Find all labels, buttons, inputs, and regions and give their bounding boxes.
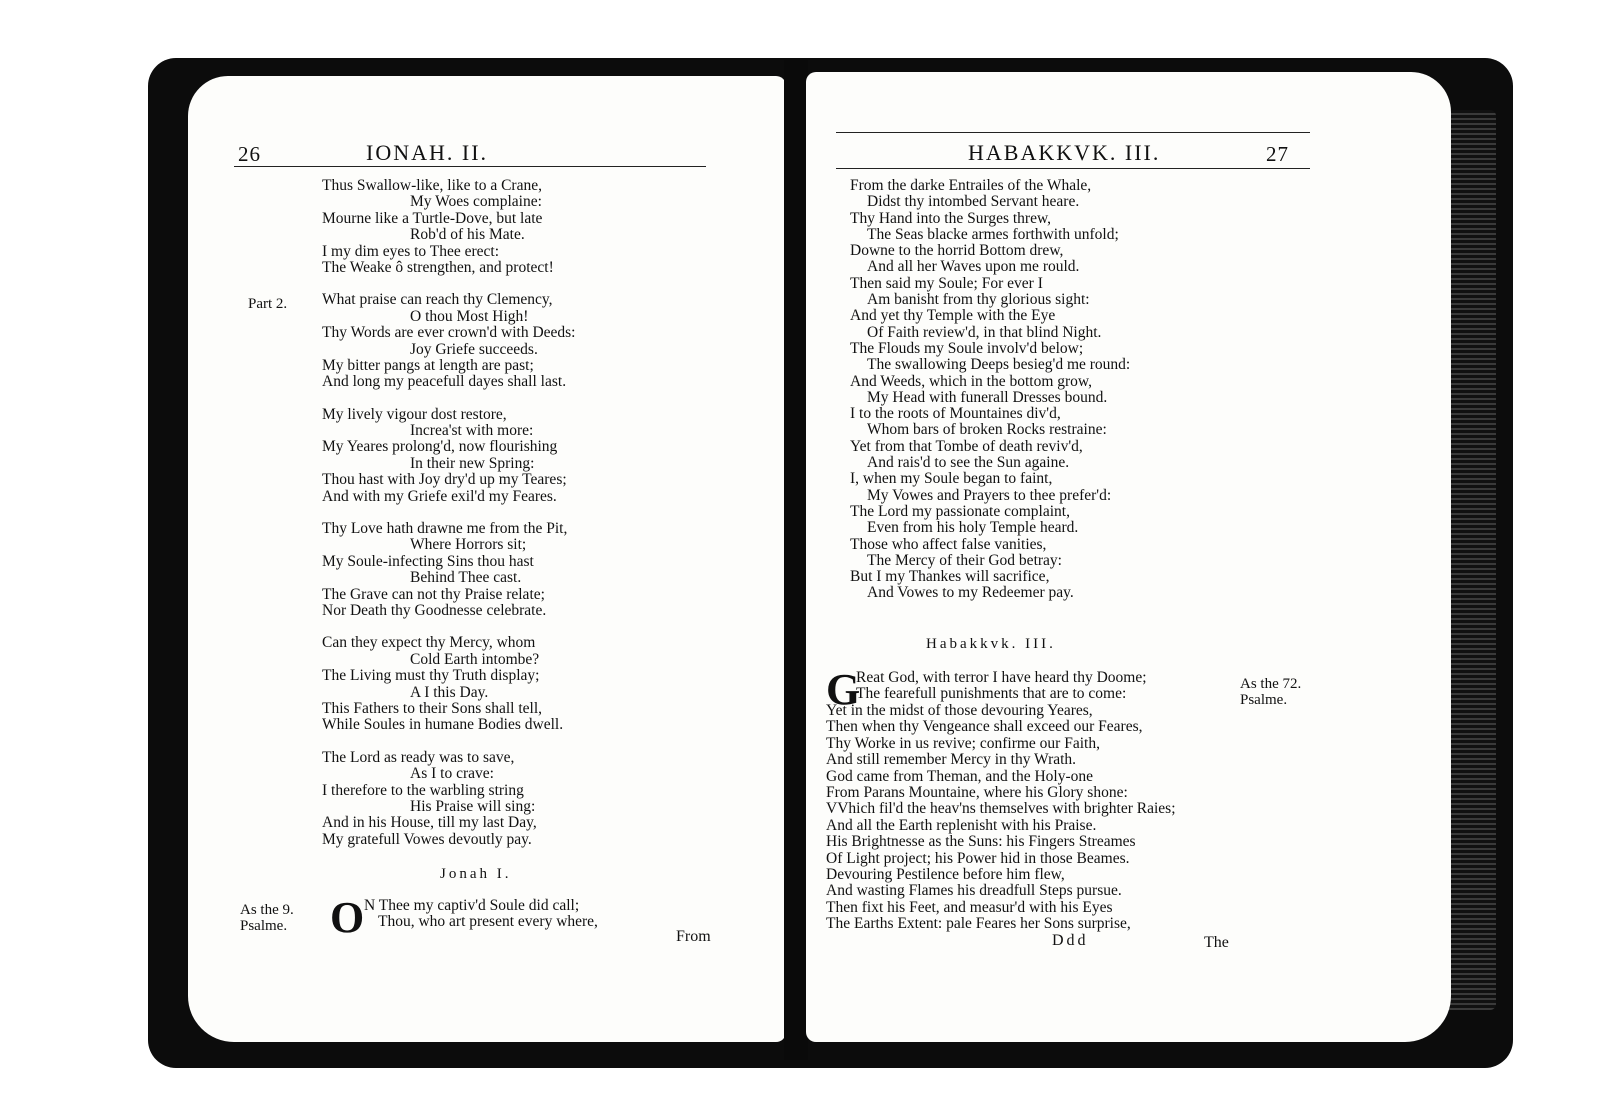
right-verse-block bbox=[850, 178, 1130, 602]
stanza-6 bbox=[322, 750, 576, 848]
verse-line: Devouring Pestilence before him flew, bbox=[826, 865, 1065, 883]
verse-line: And Weeds, which in the bottom grow, bbox=[850, 372, 1092, 390]
right-verse2-lines bbox=[826, 703, 1176, 932]
verse-line: O thou Most High! bbox=[410, 307, 529, 325]
verse-line: My Head with funerall Dresses bound. bbox=[867, 388, 1108, 406]
stanza-1 bbox=[322, 178, 576, 276]
verse-line: Thou hast with Joy dry'd up my Teares; bbox=[322, 471, 567, 489]
book-gutter bbox=[784, 60, 808, 1060]
verse-line: VVhich fil'd the heav'ns themselves with brighter Raies; bbox=[826, 800, 1176, 818]
verse-line: And long my peacefull dayes shall last. bbox=[322, 373, 567, 391]
verse-line: Thy Words are ever crown'd with Deeds: bbox=[322, 324, 576, 342]
verse-line: Didst thy intombed Servant heare. bbox=[867, 193, 1080, 211]
verse-line: My gratefull Vowes devoutly pay. bbox=[322, 830, 532, 848]
verse-line: Then fixt his Feet, and measur'd with his Eyes bbox=[826, 898, 1113, 916]
verse-line: And all the Earth replenisht with his Praise. bbox=[826, 816, 1097, 834]
verse-line: The Grave can not thy Praise relate; bbox=[322, 585, 545, 603]
verse-line: A I this Day. bbox=[410, 683, 489, 701]
verse-line: And with my Griefe exil'd my Feares. bbox=[322, 487, 557, 505]
verse-line: From Parans Mountaine, where his Glory shone: bbox=[826, 783, 1128, 801]
verse-line: The Weake ô strengthen, and protect! bbox=[322, 258, 554, 276]
signature-mark: Ddd bbox=[1052, 932, 1089, 949]
verse-line: While Soules in humane Bodies dwell. bbox=[322, 716, 564, 734]
verse-line: Behind Thee cast. bbox=[410, 569, 522, 587]
left-opening-line-2: Thou, who art present every where, bbox=[378, 913, 598, 931]
verse-line: God came from Theman, and the Holy-one bbox=[826, 767, 1094, 785]
right-header-rule-top bbox=[836, 132, 1310, 133]
verse-line: Thus Swallow-like, like to a Crane, bbox=[322, 177, 542, 194]
verse-line: And wasting Flames his dreadfull Steps pursue. bbox=[826, 882, 1122, 900]
verse-line: The swallowing Deeps besieg'd me round: bbox=[867, 356, 1131, 374]
left-tune-note-line1: As the 9. bbox=[240, 902, 294, 918]
left-section-heading: Jonah I. bbox=[440, 866, 512, 882]
verse-line: Even from his holy Temple heard. bbox=[867, 519, 1079, 537]
left-dropcap: O bbox=[330, 893, 365, 942]
right-tune-note-line1: As the 72. bbox=[1240, 676, 1302, 692]
left-header-rule bbox=[234, 166, 706, 167]
right-verse-block-2 bbox=[826, 703, 1176, 932]
verse-line: This Fathers to their Sons shall tell, bbox=[322, 699, 542, 717]
verse-line: Rob'd of his Mate. bbox=[410, 226, 525, 244]
verse-line: Whom bars of broken Rocks restraine: bbox=[867, 421, 1107, 439]
left-tune-note-line2: Psalme. bbox=[240, 918, 288, 934]
verse-line: Thy Love hath drawne me from the Pit, bbox=[322, 520, 568, 538]
right-page-number: 27 bbox=[1266, 142, 1289, 166]
verse-line: As I to crave: bbox=[410, 765, 494, 783]
verse-line: In their new Spring: bbox=[410, 454, 535, 472]
verse-line: And rais'd to see the Sun againe. bbox=[867, 454, 1070, 472]
stanza-4 bbox=[322, 521, 576, 619]
verse-line: Where Horrors sit; bbox=[410, 536, 527, 554]
stanza-5 bbox=[322, 635, 576, 733]
verse-line: What praise can reach thy Clemency, bbox=[322, 291, 553, 309]
verse-line: I to the roots of Mountaines div'd, bbox=[850, 405, 1061, 423]
verse-line: My Soule-infecting Sins thou hast bbox=[322, 552, 534, 570]
right-header-rule bbox=[836, 168, 1310, 169]
verse-line: Am banisht from thy glorious sight: bbox=[867, 291, 1090, 309]
verse-line: Increa'st with more: bbox=[410, 422, 534, 440]
verse-line: Of Faith review'd, in that blind Night. bbox=[867, 323, 1102, 341]
part-label: Part 2. bbox=[248, 296, 288, 312]
verse-line: And Vowes to my Redeemer pay. bbox=[867, 584, 1074, 602]
verse-line: The Lord my passionate complaint, bbox=[850, 502, 1070, 520]
right-dropcap: G bbox=[826, 665, 861, 714]
verse-line: The Lord as ready was to save, bbox=[322, 748, 515, 766]
verse-line: I my dim eyes to Thee erect: bbox=[322, 242, 500, 260]
right-catchword: The bbox=[1204, 934, 1229, 951]
verse-line: Yet in the midst of those devouring Yeares, bbox=[826, 702, 1093, 719]
verse-line: Nor Death thy Goodnesse celebrate. bbox=[322, 601, 547, 619]
right-running-title: HABAKKVK. III. bbox=[968, 140, 1161, 165]
verse-line: My bitter pangs at length are past; bbox=[322, 356, 534, 374]
verse-line: The Seas blacke armes forthwith unfold; bbox=[867, 225, 1119, 243]
right-verse-lines bbox=[850, 178, 1130, 602]
verse-line: My Woes complaine: bbox=[410, 193, 542, 211]
verse-line: And still remember Mercy in thy Wrath. bbox=[826, 751, 1077, 769]
verse-line: And in his House, till my last Day, bbox=[322, 814, 537, 832]
verse-line: His Praise will sing: bbox=[410, 797, 536, 815]
right-opening-line-2: The fearefull punishments that are to come: bbox=[856, 685, 1127, 703]
verse-line: His Brightnesse as the Suns: his Fingers Streames bbox=[826, 833, 1136, 851]
right-tune-note bbox=[1240, 676, 1301, 708]
verse-line: The Living must thy Truth display; bbox=[322, 667, 540, 685]
verse-line: Then when thy Vengeance shall exceed our Feares, bbox=[826, 718, 1143, 736]
left-tune-note bbox=[240, 902, 294, 934]
verse-line: Downe to the horrid Bottom drew, bbox=[850, 242, 1064, 260]
left-catchword: From bbox=[676, 928, 711, 945]
verse-line: My Vowes and Prayers to thee prefer'd: bbox=[867, 486, 1112, 504]
left-running-title: IONAH. II. bbox=[366, 140, 489, 165]
verse-line: From the darke Entrailes of the Whale, bbox=[850, 177, 1092, 194]
verse-line: But I my Thankes will sacrifice, bbox=[850, 568, 1050, 586]
left-opening-line-1: N Thee my captiv'd Soule did call; bbox=[364, 897, 580, 914]
verse-line: Cold Earth intombe? bbox=[410, 650, 540, 668]
verse-line: The Mercy of their God betray: bbox=[867, 551, 1062, 569]
verse-line: And yet thy Temple with the Eye bbox=[850, 307, 1056, 325]
verse-line: Those who affect false vanities, bbox=[850, 535, 1047, 553]
verse-line: And all her Waves upon me rould. bbox=[867, 258, 1080, 276]
verse-line: The Flouds my Soule involv'd below; bbox=[850, 339, 1084, 357]
verse-line: Joy Griefe succeeds. bbox=[410, 340, 538, 358]
verse-line: Thy Worke in us revive; confirme our Faith, bbox=[826, 734, 1100, 752]
right-section-heading: Habakkvk. III. bbox=[926, 636, 1056, 652]
verse-line: Mourne like a Turtle-Dove, but late bbox=[322, 209, 543, 227]
verse-line: The Earths Extent: pale Feares her Sons surprise, bbox=[826, 915, 1131, 933]
verse-line: I therefore to the warbling string bbox=[322, 781, 524, 799]
stanza-2 bbox=[322, 292, 576, 390]
left-verse-block bbox=[322, 178, 576, 848]
left-page-number: 26 bbox=[238, 142, 261, 166]
verse-line: I, when my Soule began to faint, bbox=[850, 470, 1053, 488]
verse-line: Of Light project; his Power hid in those Beames. bbox=[826, 849, 1130, 867]
verse-line: My lively vigour dost restore, bbox=[322, 405, 507, 423]
verse-line: My Yeares prolong'd, now flourishing bbox=[322, 438, 558, 456]
stanza-3 bbox=[322, 407, 576, 505]
right-opening-verse bbox=[856, 670, 1147, 703]
left-opening-verse bbox=[364, 898, 598, 931]
verse-line: Can they expect thy Mercy, whom bbox=[322, 634, 536, 652]
verse-line: Thy Hand into the Surges threw, bbox=[850, 209, 1052, 227]
right-tune-note-line2: Psalme. bbox=[1240, 692, 1288, 708]
verse-line: Yet from that Tombe of death reviv'd, bbox=[850, 437, 1083, 455]
right-opening-line-1: Reat God, with terror I have heard thy Doome; bbox=[856, 669, 1147, 686]
verse-line: Then said my Soule; For ever I bbox=[850, 274, 1043, 292]
